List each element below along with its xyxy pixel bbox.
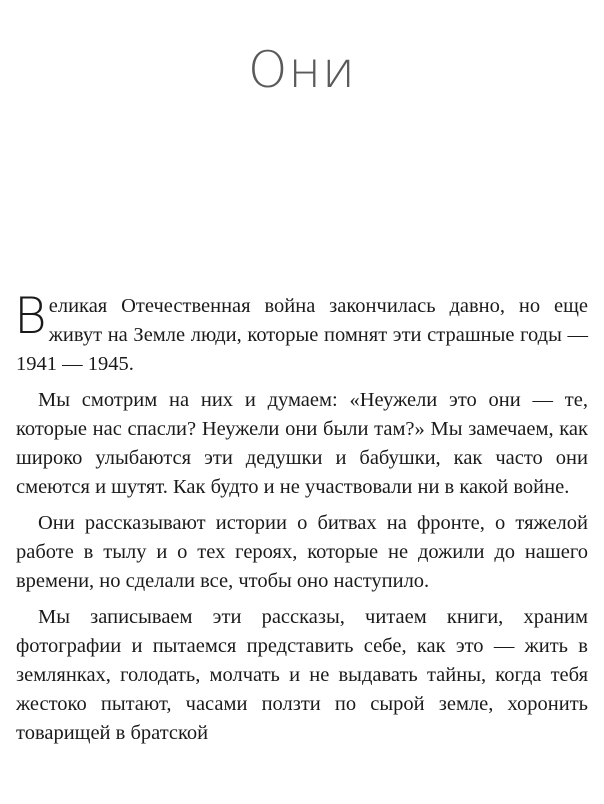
chapter-body — [14, 287, 588, 755]
paragraph-1 — [14, 287, 588, 379]
paragraph-1-text: еликая Отечественная война закончилась давно, но еще живут на Земле люди, которые помнят эти страшные годы — 1941 — 1945. — [16, 295, 588, 375]
drop-cap: В — [14, 287, 47, 345]
chapter-title: Они — [248, 40, 356, 99]
paragraph-2: Мы смотрим на них и думаем: «Неужели это они — те, которые нас спасли? Неужели они были там?» Мы замечаем, как широко улыбаются эти дедушки и бабушки, как часто они смеются и шутят. Как будто и не участвовали ни в какой войне. — [16, 389, 588, 498]
paragraph-3: Они рассказывают истории о битвах на фронте, о тяжелой работе в тылу и о тех героях, которые не дожили до нашего времени, но сделали все, чтобы оно наступило. — [16, 512, 588, 592]
paragraph-4: Мы записываем эти рассказы, читаем книги, храним фотографии и пытаемся представить себе, как это — жить в землянках, голодать, молчать и не выдавать тайны, когда тебя жестоко пытают, часами ползти по сырой земле, хоронить товарищей в братской — [16, 606, 588, 744]
